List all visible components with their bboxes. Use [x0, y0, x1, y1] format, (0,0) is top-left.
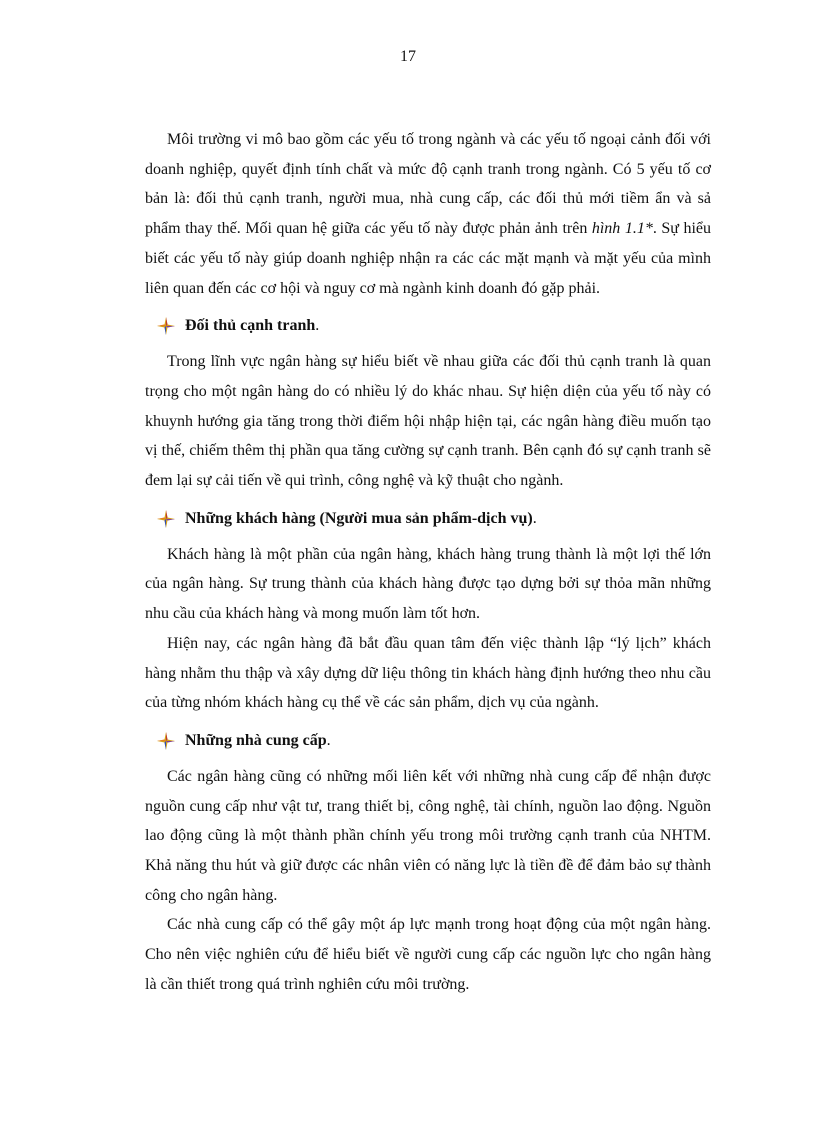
page-number: 17 [400, 48, 416, 65]
figure-reference: hình 1.1* [591, 220, 653, 238]
section-heading-suppliers [157, 724, 711, 758]
section-title: Những khách hàng (Người mua sản phẩm-dịch vụ) [185, 509, 533, 527]
paragraph: Các nhà cung cấp có thể gây một áp lực mạnh trong hoạt động của một ngân hàng. Cho nên việc nghiên cứu để hiểu biết về người cung cấp các nguồn lực cho ngân hàng là cần thiết trong quá trình nghiên cứu môi trường. [145, 916, 711, 993]
intro-text-after: . Sự hiểu biết các yếu tố này giúp doanh nghiệp nhận ra các các mặt mạnh và mặt yếu của mình liên quan đến các cơ hội và nguy cơ mà ngành kinh doanh đó gặp phải. [145, 220, 711, 297]
sparkle-bullet-icon [157, 510, 175, 528]
paragraph: Khách hàng là một phần của ngân hàng, khách hàng trung thành là một lợi thế lớn của ngân hàng. Sự trung thành của khách hàng được tạo dựng bởi sự thỏa mãn những nhu cầu của khách hàng và mong muốn làm tốt hơn. [145, 545, 711, 623]
section-heading-customers [157, 502, 711, 536]
section-heading-competitors [157, 309, 711, 343]
section-title-suffix: . [326, 731, 331, 749]
paragraph: Hiện nay, các ngân hàng đã bắt đầu quan tâm đến việc thành lập “lý lịch” khách hàng nhằm thu thập và xây dựng dữ liệu thông tin khách hàng định hướng theo nhu cầu của từng nhóm khách hàng cụ thể về các sản phẩm, dịch vụ của ngành. [145, 634, 711, 712]
intro-paragraph [145, 125, 711, 303]
section-title: Những nhà cung cấp [185, 731, 327, 749]
intro-text-before: Môi trường vi mô bao gồm các yếu tố trong ngành và các yếu tố ngoại cảnh đối với doanh nghiệp, quyết định tính chất và mức độ cạnh tranh trong ngành. Có 5 yếu tố cơ bản là: đối thủ cạnh tranh, người mua, nhà cung cấp, các đối thủ mới tiềm ẩn và sả phẩm thay thế. Mối quan hệ giữa các yếu tố này được phản ảnh trên [145, 131, 711, 238]
section-title: Đối thủ cạnh tranh [185, 317, 316, 335]
sparkle-bullet-icon [157, 732, 175, 750]
paragraph: Trong lĩnh vực ngân hàng sự hiểu biết về nhau giữa các đối thủ cạnh tranh là quan trọng cho một ngân hàng do có nhiều lý do khác nhau. Sự hiện diện của yếu tố này có khuynh hướng gia tăng trong thời điểm hội nhập hiện tại, các ngân hàng điều muốn tạo vị thế, chiếm thêm thị phần qua tăng cường sự cạnh tranh. Bên cạnh đó sự cạnh tranh sẽ đem lại sự cải tiến về qui trình, công nghệ và kỹ thuật cho ngành. [145, 353, 711, 490]
section-title-suffix: . [532, 509, 537, 527]
paragraph: Các ngân hàng cũng có những mối liên kết với những nhà cung cấp để nhận được nguồn cung cấp như vật tư, trang thiết bị, công nghệ, tài chính, nguồn lao động. Nguồn lao động cũng là một thành phần chính yếu trong môi trường cạnh tranh của NHTM. Khả năng thu hút và giữ được các nhân viên có năng lực là tiền đề để đảm bảo sự thành công cho ngân hàng. [145, 767, 711, 904]
document-body [145, 125, 711, 1000]
section-title-suffix: . [315, 317, 320, 335]
sparkle-bullet-icon [157, 317, 175, 335]
